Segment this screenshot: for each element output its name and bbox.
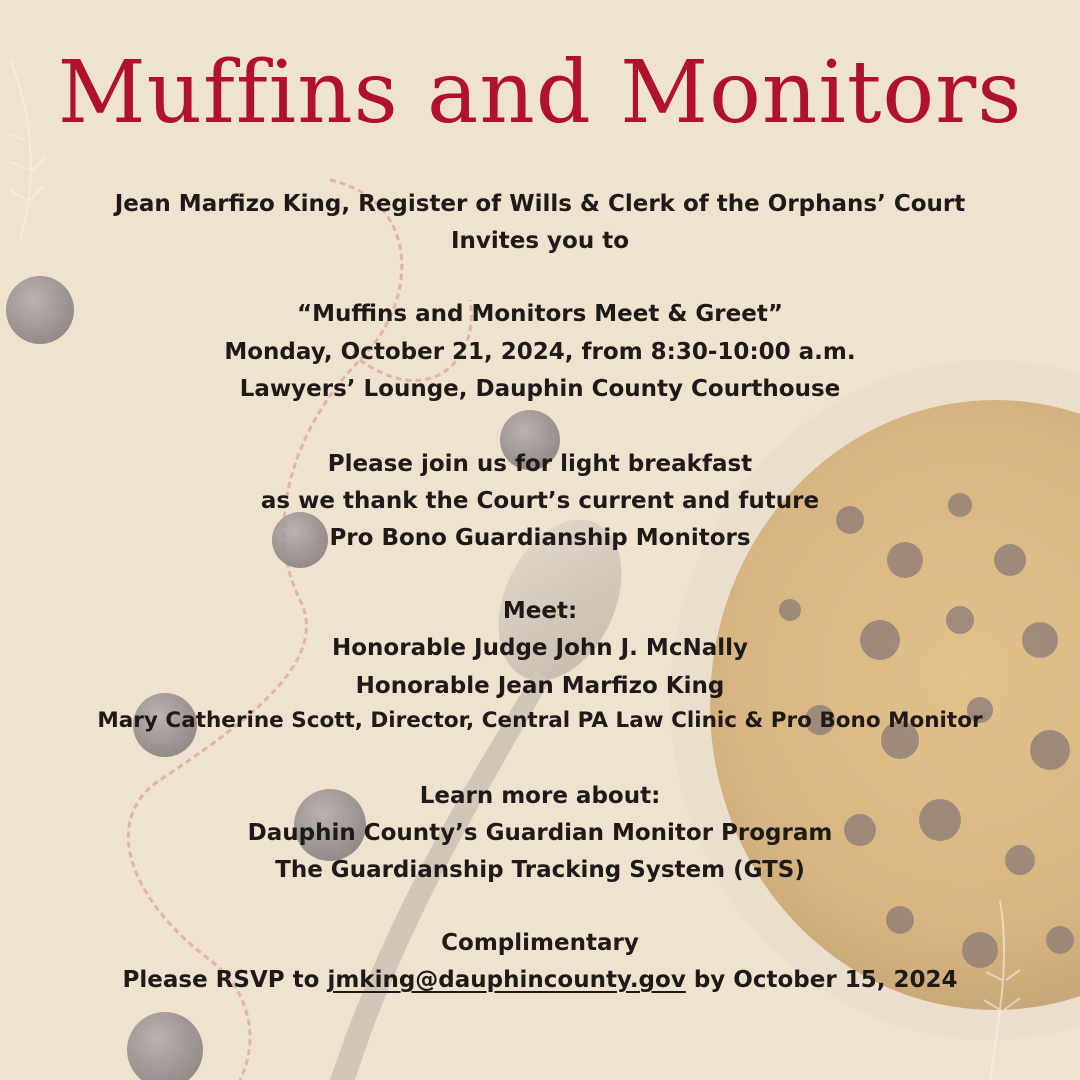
invite-line: Invites you to bbox=[450, 228, 630, 254]
learn-heading: Learn more about: bbox=[419, 783, 661, 809]
host-line: Jean Marfizo King, Register of Wills & Clerk of the Orphans’ Court bbox=[114, 191, 966, 217]
purpose-line: as we thank the Court’s current and future bbox=[260, 488, 820, 514]
meet-person: Mary Catherine Scott, Director, Central PA Law Clinic & Pro Bono Monitor bbox=[97, 708, 983, 733]
rsvp-prefix: Please RSVP to bbox=[122, 967, 320, 993]
learn-item: Dauphin County’s Guardian Monitor Program bbox=[247, 820, 833, 846]
meet-person: Honorable Jean Marfizo King bbox=[355, 673, 725, 699]
rsvp-email-link[interactable]: jmking@dauphincounty.gov bbox=[327, 967, 686, 993]
meet-person: Honorable Judge John J. McNally bbox=[332, 635, 748, 661]
meet-heading: Meet: bbox=[502, 598, 578, 624]
page-title: Muffins and Monitors bbox=[57, 43, 1023, 143]
purpose-line: Please join us for light breakfast bbox=[327, 451, 753, 477]
rsvp-line bbox=[0, 965, 1080, 995]
event-location: Lawyers’ Lounge, Dauphin County Courthouse bbox=[239, 376, 841, 402]
complimentary-label: Complimentary bbox=[441, 930, 639, 956]
rsvp-deadline: by October 15, 2024 bbox=[693, 967, 958, 993]
learn-item: The Guardianship Tracking System (GTS) bbox=[275, 857, 805, 883]
event-date-time: Monday, October 21, 2024, from 8:30-10:00 a.m. bbox=[224, 339, 856, 365]
purpose-line: Pro Bono Guardianship Monitors bbox=[329, 525, 751, 551]
event-name: “Muffins and Monitors Meet & Greet” bbox=[297, 301, 783, 327]
